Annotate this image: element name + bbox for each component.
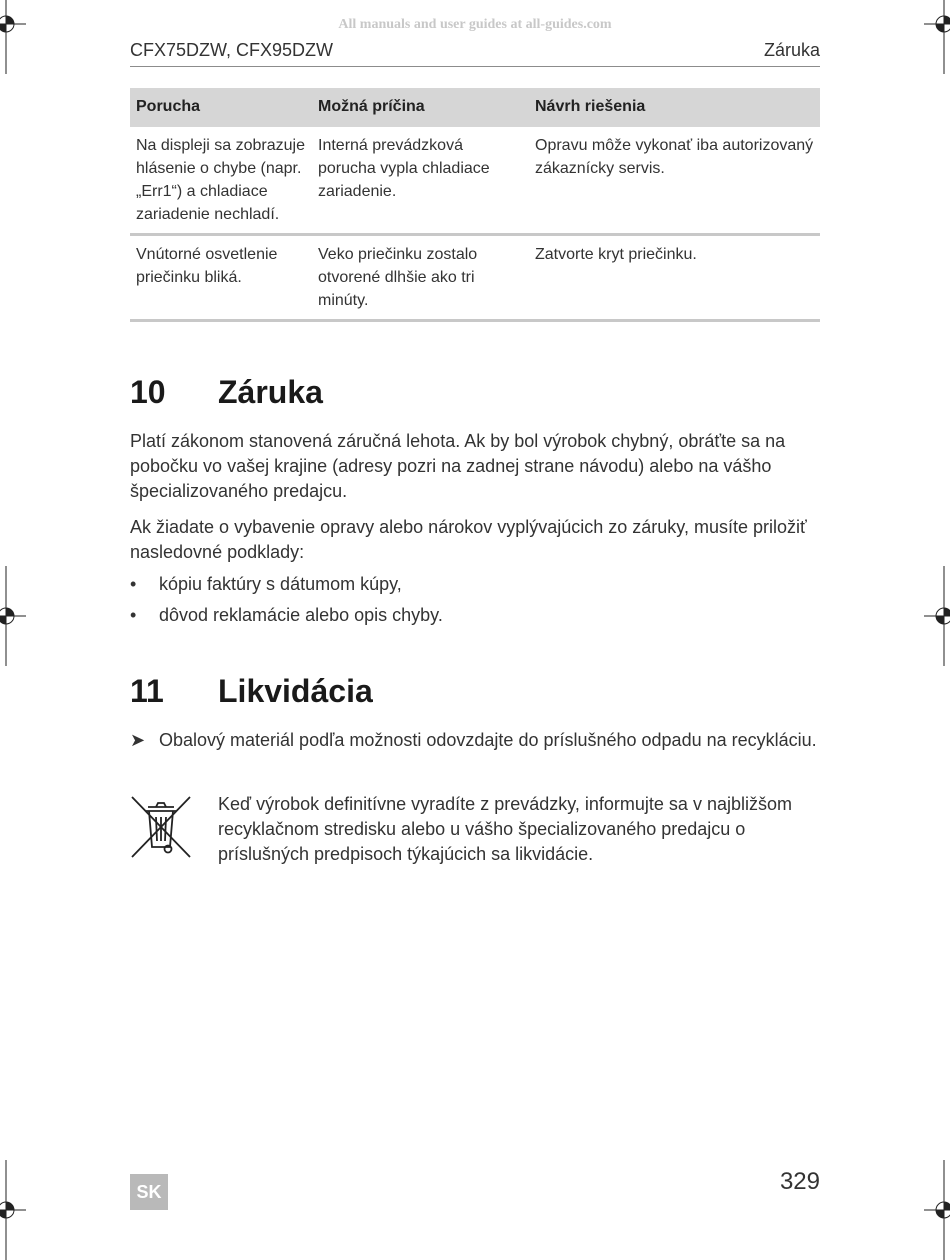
header-models: CFX75DZW, CFX95DZW — [130, 40, 334, 60]
table-cell: Opravu môže vykonať iba autorizovaný zákaznícky servis. — [529, 127, 820, 235]
page-number: 329 — [779, 1168, 820, 1195]
watermark: All manuals and user guides at all-guides.com — [338, 17, 612, 32]
registration-mark-icon — [924, 0, 950, 74]
troubleshooting-table — [130, 88, 820, 322]
registration-mark-icon — [0, 1160, 26, 1260]
header-section: Záruka — [763, 40, 820, 60]
table-cell: Interná prevádzková porucha vypla chladiace zariadenie. — [312, 127, 529, 235]
list-item-text: kópiu faktúry s dátumom kúpy, — [159, 574, 402, 594]
instruction-step-text: Obalový materiál podľa možnosti odovzdajte do príslušného odpadu na recykláciu. — [159, 730, 817, 750]
section-title: Likvidácia — [218, 673, 373, 709]
warranty-paragraph: Platí zákonom stanovená záručná lehota. Ak by bol výrobok chybný, obráťte sa na pobočku vo vašej krajine (adresy pozri na zadnej strane návodu) alebo na vášho špecializovaného predajcu. — [130, 431, 786, 501]
registration-mark-icon — [0, 566, 26, 666]
bullet-icon: • — [130, 574, 137, 594]
table-cell: Vnútorné osvetlenie priečinku bliká. — [130, 235, 312, 321]
table-cell: Na displeji sa zobrazuje hlásenie o chybe (napr. „Err1“) a chladiace zariadenie nechladí. — [130, 127, 312, 235]
column-header-cause: Možná príčina — [312, 88, 529, 127]
table-row — [130, 235, 820, 321]
bullet-icon: • — [130, 605, 137, 625]
registration-mark-icon — [924, 1160, 950, 1260]
column-header-remedy: Návrh riešenia — [529, 88, 820, 127]
warranty-paragraph: Ak žiadate o vybavenie opravy alebo nárokov vyplývajúcich zo záruky, musíte priložiť nasledovné podklady: — [130, 517, 807, 562]
section-number: 10 — [130, 374, 166, 410]
crossed-out-wheelie-bin-icon — [130, 795, 192, 859]
section-title: Záruka — [218, 374, 323, 410]
arrow-right-icon: ➤ — [130, 730, 146, 750]
table-row — [130, 127, 820, 235]
table-header-row — [130, 88, 820, 127]
weee-disposal-text: Keď výrobok definitívne vyradíte z prevádzky, informujte sa v najbližšom recyklačnom stredisku alebo u vášho špecializovaného predajcu o príslušných predpisoch týkajúcich sa likvidácie. — [218, 794, 792, 864]
section-number: 11 — [130, 673, 164, 709]
table-cell: Zatvorte kryt priečinku. — [529, 235, 820, 321]
page-header — [130, 40, 820, 67]
table-cell: Veko priečinku zostalo otvorené dlhšie ako tri minúty. — [312, 235, 529, 321]
list-item-text: dôvod reklamácie alebo opis chyby. — [159, 605, 443, 625]
section-heading-disposal — [130, 673, 373, 710]
column-header-fault: Porucha — [130, 88, 312, 127]
section-heading-warranty — [130, 374, 323, 411]
registration-mark-icon — [924, 566, 950, 666]
language-badge: SK — [130, 1174, 168, 1210]
registration-mark-icon — [0, 0, 26, 74]
